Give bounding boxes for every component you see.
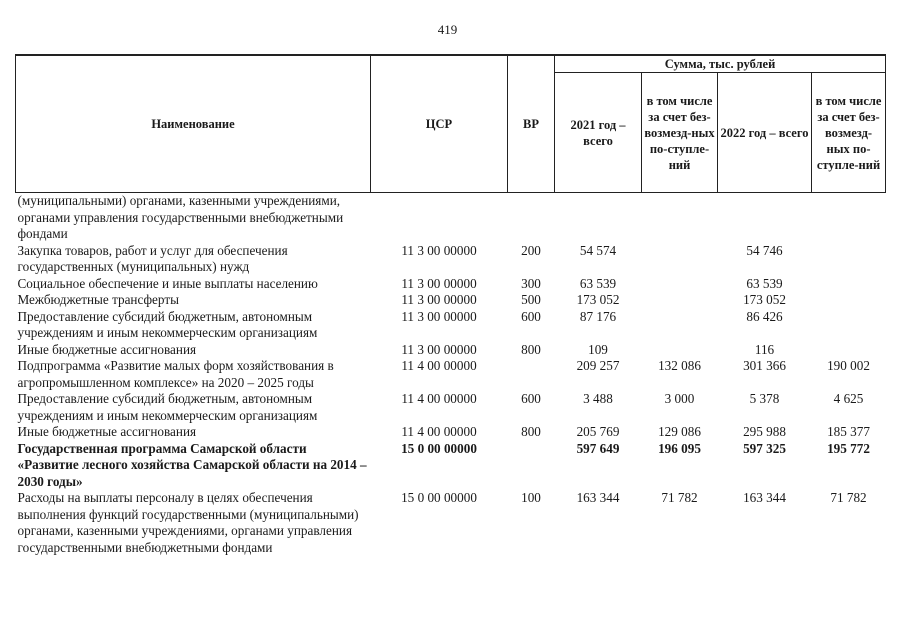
row-2021-total: 205 769 xyxy=(576,424,620,439)
row-name: Расходы на выплаты персоналу в целях обеспечения выполнения функций государственными (муниципальными) органами, казенными учреждениями, органами управления государственными внебюджетными фондами xyxy=(17,490,359,555)
table-row xyxy=(16,391,886,424)
header-2021-total: 2021 год – всего xyxy=(555,73,642,193)
row-2021-free: 132 086 xyxy=(658,358,701,373)
row-2021-total: 87 176 xyxy=(579,308,617,324)
row-name: Межбюджетные трансферты xyxy=(17,292,179,307)
row-vr: 800 xyxy=(521,341,541,357)
row-2022-total: 597 325 xyxy=(743,440,786,456)
row-csr: 11 3 00 00000 xyxy=(401,308,477,324)
row-name: Подпрограмма «Развитие малых форм хозяйствования в агропромышленном комплексе» на 2020 – 2025 годы xyxy=(17,358,334,390)
row-2022-free xyxy=(812,292,886,309)
row-vr: 100 xyxy=(521,490,541,505)
budget-table xyxy=(15,54,886,556)
row-vr: 200 xyxy=(521,242,541,258)
row-2021-total: 209 257 xyxy=(576,358,620,373)
row-2021-free: 71 782 xyxy=(661,490,698,505)
row-2021-free xyxy=(642,193,718,243)
row-2021-total: 54 574 xyxy=(579,242,617,258)
row-csr: 11 3 00 00000 xyxy=(401,292,477,307)
row-csr: 11 3 00 00000 xyxy=(401,341,477,357)
header-2022-free: в том числе за счет без-возмезд-ных по-ступле-ний xyxy=(812,73,886,193)
row-name: Иные бюджетные ассигнования xyxy=(17,341,197,357)
row-name: Социальное обеспечение и иные выплаты населению xyxy=(17,275,318,291)
row-2022-total: 86 426 xyxy=(746,308,783,324)
row-csr: 15 0 00 00000 xyxy=(401,440,477,456)
row-name: (муниципальными) органами, казенными учреждениями, органами управления государственными внебюджетными фондами xyxy=(17,193,344,241)
row-2022-total: 295 988 xyxy=(743,424,786,439)
row-vr: 300 xyxy=(521,275,541,291)
header-2022-total: 2022 год – всего xyxy=(718,73,812,193)
row-2021-total: 163 344 xyxy=(576,490,620,505)
row-vr: 500 xyxy=(521,292,541,307)
row-vr xyxy=(508,441,555,491)
row-vr xyxy=(508,358,555,391)
row-vr: 600 xyxy=(521,308,541,324)
row-2022-total: 301 366 xyxy=(743,358,786,373)
row-name: Предоставление субсидий бюджетным, автономным учреждениям и иным некоммерческим организациям xyxy=(17,391,318,423)
row-name: Государственная программа Самарской области «Развитие лесного хозяйства Самарской области на 2014 – 2030 годы» xyxy=(17,440,367,489)
page-number: 419 xyxy=(437,22,458,37)
table-row xyxy=(16,424,886,441)
table-body xyxy=(16,193,886,557)
row-2021-total: 63 539 xyxy=(579,275,617,291)
header-2021-free: в том числе за счет без-возмезд-ных по-ступле-ний xyxy=(642,73,718,193)
row-2021-free xyxy=(642,276,718,293)
header-csr: ЦСР xyxy=(371,55,508,193)
table-row xyxy=(16,309,886,342)
table-row xyxy=(16,276,886,293)
row-2022-total: 5 378 xyxy=(749,391,780,406)
table-row xyxy=(16,358,886,391)
row-csr xyxy=(371,193,508,243)
row-csr: 15 0 00 00000 xyxy=(401,490,477,505)
row-2022-free: 185 377 xyxy=(827,424,870,439)
row-vr: 800 xyxy=(521,424,541,439)
row-2022-total: 54 746 xyxy=(746,242,783,258)
row-2022-free: 190 002 xyxy=(827,358,870,373)
row-2022-free: 71 782 xyxy=(830,490,867,505)
row-name: Закупка товаров, работ и услуг для обеспечения государственных (муниципальных) нужд xyxy=(17,242,288,274)
row-2021-free xyxy=(642,243,718,276)
row-2022-total: 173 052 xyxy=(743,292,786,307)
row-csr: 11 4 00 00000 xyxy=(401,424,477,439)
row-2022-total: 63 539 xyxy=(746,275,783,291)
row-name: Предоставление субсидий бюджетным, автономным учреждениям и иным некоммерческим организациям xyxy=(17,308,318,340)
row-2021-free: 3 000 xyxy=(664,391,695,406)
row-2022-free: 4 625 xyxy=(833,391,864,406)
row-2022-free xyxy=(812,309,886,342)
row-2022-free: 195 772 xyxy=(827,440,870,456)
row-csr: 11 4 00 00000 xyxy=(401,391,477,406)
row-2022-total xyxy=(718,193,812,243)
table-row xyxy=(16,292,886,309)
row-2022-free xyxy=(812,243,886,276)
row-2021-free: 129 086 xyxy=(658,424,701,439)
row-csr: 11 4 00 00000 xyxy=(401,358,477,373)
row-2022-free xyxy=(812,276,886,293)
row-name: Иные бюджетные ассигнования xyxy=(17,424,197,439)
row-csr: 11 3 00 00000 xyxy=(401,242,477,258)
row-vr: 600 xyxy=(521,391,541,406)
row-2021-total: 109 xyxy=(588,341,608,357)
row-2022-total: 116 xyxy=(754,341,775,357)
row-2022-free xyxy=(812,193,886,243)
table-row xyxy=(16,441,886,491)
row-vr xyxy=(508,193,555,243)
row-csr: 11 3 00 00000 xyxy=(401,275,477,291)
table-row xyxy=(16,490,886,556)
row-2021-total: 597 649 xyxy=(576,440,620,456)
table-row xyxy=(16,243,886,276)
table-row xyxy=(16,193,886,243)
row-2021-free xyxy=(642,342,718,359)
row-2021-free: 196 095 xyxy=(658,440,701,456)
header-name: Наименование xyxy=(16,55,371,193)
row-2022-free xyxy=(812,342,886,359)
table-row xyxy=(16,342,886,359)
row-2021-total: 3 488 xyxy=(583,391,613,406)
row-2021-free xyxy=(642,309,718,342)
header-vr: ВР xyxy=(508,55,555,193)
row-2021-total: 173 052 xyxy=(576,292,620,307)
row-2021-total xyxy=(555,193,642,243)
row-2022-total: 163 344 xyxy=(743,490,786,505)
header-sum-group: Сумма, тыс. рублей xyxy=(555,55,886,73)
row-2021-free xyxy=(642,292,718,309)
